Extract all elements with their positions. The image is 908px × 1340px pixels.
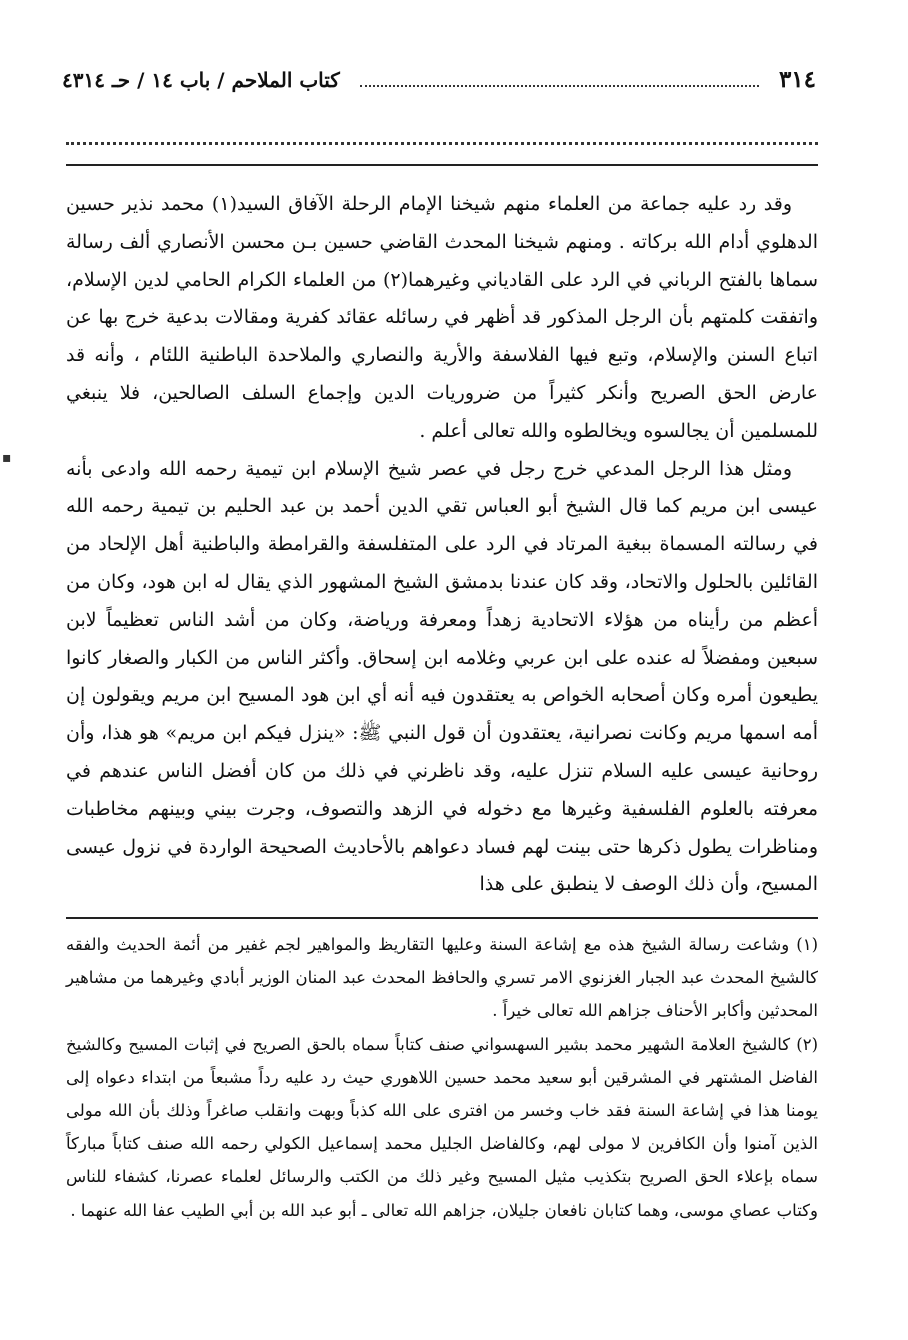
page-number: ٣١٤: [778, 66, 816, 93]
running-header: [62, 66, 816, 100]
footnotes: [66, 928, 818, 1227]
footnote-1: (١) وشاعت رسالة الشيخ هذه مع إشاعة السنة وعليها التقاريظ والمواهير لجم غفير من أئمة الحديث والفقه كالشيخ المحدث عبد الجبار الغزنوي الامر تسري والحافظ المحدث عبد المنان الوزير أبادي وغيرهما من مشاهير المحدثين وأكابر الأحناف جزاهم الله تعالى خيراً .: [66, 935, 818, 1021]
footnote-2: (٢) كالشيخ العلامة الشهير محمد بشير السهسواني صنف كتاباً سماه بالحق الصريح في إثبات المسيح وكالشيخ الفاضل المشتهر في المشرقين أبو سعيد محمد حسين اللاهوري حيث رد عليه رداً مشبعاً من ابتداء دعواه إلى يومنا هذا في إشاعة السنة فقد خاب وخسر من افترى على الله كذباً وبهت وانقلب صاغراً وذلك بأن الله مولى الذين آمنوا وأن الكافرين لا مولى لهم، وكالفاضل الجليل محمد إسماعيل الكولي رحمه الله صنف كتاباً مباركاً سماه بإعلاء الحق الصريح بتكذيب مثيل المسيح وغير ذلك من الكتب والرسائل لعلماء عصرنا، كشفاء للناس وكتاب عصاي موسى، وهما كتابان نافعان جليلان، جزاهم الله تعالى ـ أبو عبد الله بن أبي الطيب عفا الله عنهما .: [66, 1034, 818, 1220]
main-text: [66, 186, 818, 904]
body-paragraph: ومثل هذا الرجل المدعي خرج رجل في عصر شيخ الإسلام ابن تيمية رحمه الله وادعى بأنه عيسى ابن مريم كما قال الشيخ أبو العباس تقي الدين أحمد بن عبد الحليم بن تيمية رحمه الله في رسالته المسماة ببغية المرتاد في الرد على المتفلسفة والقرامطة والباطنية أهل الإلحاد من القائلين بالحلول والاتحاد، وقد كان عندنا بدمشق الشيخ المشهور الذي يقال له ابن هود، وكان من أعظم من رأيناه من هؤلاء الاتحادية زهداً ومعرفة ورياضة، وكان من أشد الناس تعظيماً لابن سبعين ومفضلاً له عنده على ابن عربي وغلامه ابن إسحاق. وأكثر الناس من الكبار والصغار كانوا يطيعون أمره وكان أصحابه الخواص به يعتقدون فيه أنه أي ابن هود المسيح ابن مريم ويقولون إن أمه اسمها مريم وكانت نصرانية، يعتقدون أن قول النبي ﷺ: «ينزل فيكم ابن مريم» هو هذا، وأن روحانية عيسى عليه السلام تنزل عليه، وقد ناظرني في ذلك من كان أفضل الناس عندهم في معرفته بالعلوم الفلسفية وغيرها مع دخوله في الزهد والتصوف، وجرت بيني وبينهم مخاطبات ومناظرات يطول ذكرها حتى بينت لهم فساد دعواهم بالأحاديث الصحيحة الواردة في نزول عيسى المسيح، وأن ذلك الوصف لا ينطبق على هذا: [66, 457, 818, 896]
dotted-divider: [66, 142, 818, 145]
dot-leader: [360, 71, 759, 87]
header-divider: [66, 164, 818, 166]
header-title: كتاب الملاحم / باب ١٤ / حـ ٤٣١٤: [62, 68, 340, 92]
footnote-divider: [66, 917, 818, 919]
margin-mark: ▪: [2, 450, 12, 466]
body-paragraph: وقد رد عليه جماعة من العلماء منهم شيخنا الإمام الرحلة الآفاق السيد(١) محمد نذير حسين الدهلوي أدام الله بركاته . ومنهم شيخنا المحدث القاضي حسين بـن محسن الأنصاري ألف رسالة سماها بالفتح الرباني في الرد على القادياني وغيرهما(٢) من العلماء الكرام الحامي لدين الإسلام، واتفقت كلمتهم بأن الرجل المذكور قد أظهر في رسائله عقائد كفرية ومقالات بدعية خرج بها عن اتباع السنن والإسلام، وتبع فيها الفلاسفة والأرية والنصاري والملاحدة الباطنية اللئام ، وأنه قد عارض الحق الصريح وأنكر كثيراً من ضروريات الدين وإجماع السلف الصالحين، فلا ينبغي للمسلمين أن يجالسوه ويخالطوه والله تعالى أعلم .: [66, 193, 818, 442]
